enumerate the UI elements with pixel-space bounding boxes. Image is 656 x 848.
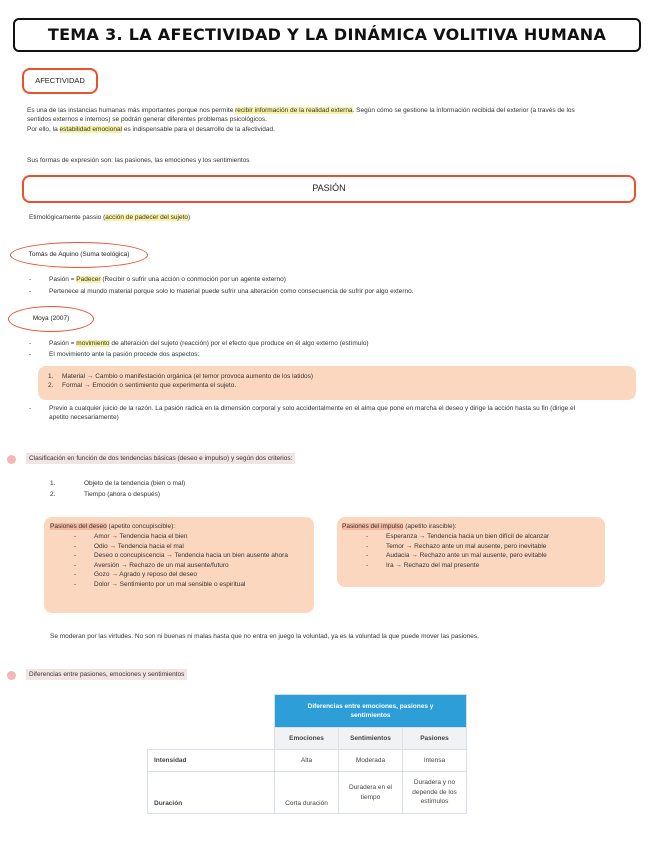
row-header: Duración: [148, 772, 275, 814]
list-item: 2. Formal → Emoción o sentimiento que experimenta el sujeto.: [48, 382, 237, 390]
text-span: ): [188, 214, 191, 221]
bullet-dot-icon: [7, 455, 16, 464]
list-item: - Aversión → Rechazo de un mal ausente/futuro: [74, 561, 310, 570]
criterios-list: [50, 479, 185, 500]
list-item: - Odio → Tendencia hacia el mal: [74, 542, 310, 551]
list-item: - Ira → Rechazo del mal presente: [366, 561, 602, 570]
text-span: Tiempo (ahora o después): [84, 491, 160, 499]
page-title: TEMA 3. LA AFECTIVIDAD Y LA DINÁMICA VOLITIVA HUMANA: [13, 18, 641, 52]
list-item: [29, 287, 639, 296]
list-item: [29, 339, 639, 348]
list-item: 1. Material → Cambio o manifestación orgánica (el temor provoca aumento de los latidos): [48, 373, 314, 380]
table-row: [148, 772, 467, 814]
table-columns-row: [148, 728, 467, 750]
clasificacion-tag: Clasificación en función de dos tendencias básicas (deseo e impulso) y según dos criterios:: [26, 453, 295, 464]
text-span: Etimológicamente passio (: [29, 214, 106, 221]
list-item: - Amor → Tendencia hacia el bien: [74, 532, 310, 541]
text-span: Pasión =: [49, 276, 77, 283]
text-span: de alteración del sujeto (reacción) por el efecto que produce en él algo externo (estímulo): [109, 340, 369, 347]
list-item: [29, 275, 639, 284]
column-header: Emociones: [275, 728, 339, 750]
text-span: (Recibir o sufrir una acción o conmoción por un agente externo): [100, 276, 286, 283]
text-span: (apetito irascible):: [403, 523, 457, 530]
text-span: Formal → Emoción o sentimiento que experimenta el sujeto.: [62, 382, 237, 390]
table-row: [148, 750, 467, 772]
afectividad-paragraph-1: [27, 106, 642, 134]
text-span: Por ello, la: [27, 125, 60, 133]
etymology-line: [29, 213, 190, 222]
highlight: estabilidad emocional: [59, 125, 123, 133]
blank-cell: [148, 695, 275, 728]
text-span: sentidos externos e internos) se podrán generar diferentes problemas psicológicos.: [27, 116, 267, 124]
text-span: Es una de las instancias humanas más importantes porque nos permite: [27, 107, 236, 114]
column-header: Sentimientos: [339, 728, 403, 750]
moya-label: Moya (2007): [8, 306, 94, 332]
highlight: Pasiones del impulso: [342, 523, 404, 530]
bullet-dot-icon: [7, 671, 16, 680]
list-item: - Deseo o concupiscencia → Tendencia hacia un bien ausente ahora: [74, 551, 310, 560]
clasificacion-closing: Se moderan por las virtudes. No son ni buenas ni malas hasta que no entra en juego la voluntad, ya es la voluntad la que puede mover las pasiones.: [50, 633, 479, 640]
pasion-heading: PASIÓN: [22, 175, 636, 203]
list-item: - Gozo → Agrado y reposo del deseo: [74, 570, 310, 579]
highlight: movimiento: [76, 340, 110, 347]
moya-list: [29, 339, 639, 360]
text-span: Diferencias entre emociones, pasiones y: [307, 702, 434, 710]
moya-list-2: [29, 404, 641, 423]
impulso-content: [342, 522, 602, 570]
text-span: apetito necesariamente): [49, 414, 119, 422]
highlight: recibir información de la realidad externa: [235, 107, 353, 114]
impulso-list: [366, 532, 602, 570]
list-item: - Dolor → Sentimiento por un mal sensible o espiritual: [74, 580, 310, 589]
highlight: Pasiones del deseo: [50, 523, 107, 530]
list-item: - El movimiento ante la pasión procede dos aspectos:: [29, 350, 639, 359]
table-cell: Moderada: [339, 750, 403, 772]
deseo-content: [50, 522, 310, 589]
list-item: - Temor → Rechazo ante un mal ausente, pero inevitable: [366, 542, 602, 551]
table-cell: Intensa: [403, 750, 467, 772]
list-item: - Audacia → Rechazo ante un mal ausente, pero evitable: [366, 551, 602, 560]
list-item: 2. Tiempo (ahora o después): [50, 491, 160, 499]
list-item: 1. Objeto de la tendencia (bien o mal): [50, 480, 186, 487]
table-cell: Duradera en el tiempo: [339, 772, 403, 814]
row-header: Intensidad: [148, 750, 275, 772]
list-item: [29, 404, 641, 423]
text-span: Pertenece al mundo material porque solo lo material puede sufrir una alteración como consecuencia de sufrir por algo externo.: [49, 288, 414, 296]
afectividad-heading: AFECTIVIDAD: [22, 68, 98, 94]
text-span: es indispensable para el desarrollo de la afectividad.: [122, 125, 275, 133]
tomas-de-aquino-label: Tomás de Aquino (Suma teológica): [10, 242, 148, 268]
text-span: Objeto de la tendencia (bien o mal): [84, 480, 186, 487]
list-item: - Esperanza → Tendencia hacia un bien difícil de alcanzar: [366, 532, 602, 541]
highlight: acción de padecer del sujeto: [105, 214, 188, 221]
text-span: . Según cómo se gestione la información recibida del exterior (a través de los: [352, 107, 575, 114]
impulso-heading: [342, 522, 602, 531]
text-span: (apetito concupiscible):: [106, 523, 176, 530]
table-cell: Corta duración: [275, 772, 339, 814]
text-span: Previo a cualquier juicio de la razón. La pasión radica en la dimensión corporal y solo accidentalmente en el alma que pone en marcha el deseo y dirige la acción hasta su fin (dirige el: [49, 405, 576, 412]
table-title: [275, 695, 467, 728]
table-cell: Alta: [275, 750, 339, 772]
diferencias-table: [147, 694, 467, 814]
text-span: sentimientos: [350, 712, 391, 719]
table-header-row: [148, 695, 467, 728]
deseo-list: [74, 532, 310, 589]
moya-aspects-list: [48, 372, 628, 391]
deseo-heading: [50, 522, 310, 531]
highlight: Padecer: [76, 276, 101, 283]
column-header: Pasiones: [403, 728, 467, 750]
afectividad-paragraph-2: Sus formas de expresión son: las pasiones, las emociones y los sentimientos: [27, 157, 250, 164]
blank-cell: [148, 728, 275, 750]
tomas-list: [29, 275, 639, 297]
diferencias-tag: Diferencias entre pasiones, emociones y sentimientos: [26, 669, 187, 680]
text-span: Pasión =: [49, 340, 77, 347]
table-cell: Duradera y no depende de los estímulos: [403, 772, 467, 814]
text-span: Material → Cambio o manifestación orgánica (el temor provoca aumento de los latidos): [62, 373, 314, 380]
